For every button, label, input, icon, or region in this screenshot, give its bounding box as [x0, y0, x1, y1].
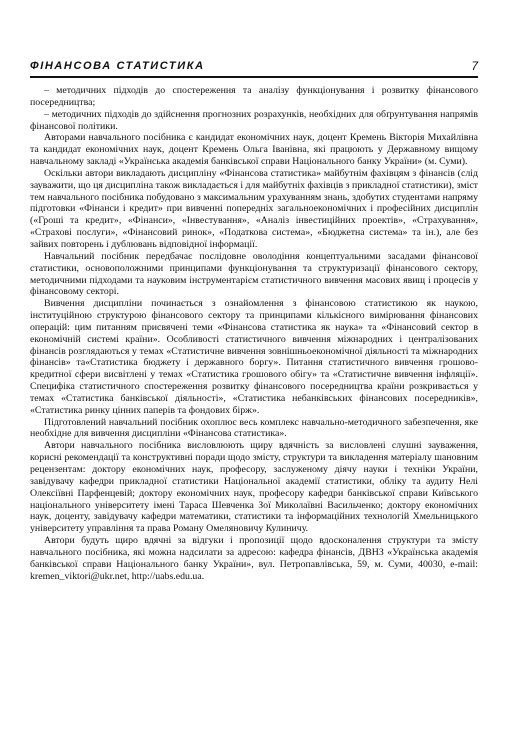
body-text: [30, 85, 478, 582]
paragraph-course-context: Оскільки автори викладають дисципліну «Фінансова статистика» майбутнім фахівцям з фінансів (слід зауважити, що ця дисципліна також викладається і для майбутніх фахівців з прикладної статистики), зміст тем навчального посібника побудовано з максимальним урахуванням знань, здобутих студентами напряму підготовки «Фінанси і кредит» при вивченні попередніх загальноекономічних і професійних дисциплін («Гроші та кредит», «Фінанси», «Інвестування», «Аналіз інвестиційних проектів», «Страхування», «Страхові послуги», «Фінансовий ринок», «Податкова система», «Бюджетна система» та ін.), але без зайвих повторень і дублювань відповідної інформації.: [30, 167, 478, 250]
running-header-title: ФІНАНСОВА СТАТИСТИКА: [30, 60, 205, 72]
paragraph-contact: Автори будуть щиро вдячні за відгуки і пропозиції щодо вдосконалення структури та змісту навчального посібника, які можна надсилати за адресою: кафедра фінансів, ДВНЗ «Українська академія банківської справи Національного банку України», вул. Петропавлівська, 59, м. Суми, 40030, e-mail: kremen_viktori@ukr.net, http://uabs.edu.ua.: [30, 535, 478, 582]
paragraph-course-topics: Вивчення дисципліни починається з ознайомлення з фінансовою статистикою як наукою, інституційною структурою фінансового сектору та принципами кількісного вимірювання фінансових операцій: цим питанням присвячені теми «Фінансова статистика як наука» та «Фінансовий сектор в економічній системі країни». Особливості статистичного вивчення міжнародних і централізованих фінансів розглядаються у темах «Статистичне вивчення зовнішньоекономічної діяльності та міжнародних фінансів» та«Статистика бюджету і державного боргу». Питання статистичного вивчення грошово-кредитної сфери висвітлені у темах «Статистика грошового обігу» та «Статистичне вивчення інфляції». Специфіка статистичного спостереження розвитку фінансового посередництва країни розкривається у темах «Статистика банківської діяльності», «Статистика небанківських фінансових посередників», «Статистика ринку цінних паперів та фондових бірж».: [30, 298, 478, 416]
paragraph-coverage: Підготовлений навчальний посібник охоплює весь комплекс навчально-методичного забезпечення, яке необхідне для вивчення дисципліни «Фінансова статистика».: [30, 416, 478, 440]
paragraph-authors: Авторами навчального посібника є кандидат економічних наук, доцент Кремень Вікторія Михайлівна та кандидат економічних наук, доцент Кремень Ольга Іванівна, які працюють у Державному вищому навчальному закладі «Українська академія банківської справи Національного банку України» (м. Суми).: [30, 132, 478, 168]
paragraph-bullet-forecasting: – методичних підходів до здійснення прогнозних розрахунків, необхідних для обґрунтування напрямів фінансової політики.: [30, 108, 478, 132]
running-header: [30, 58, 478, 78]
page-number: 7: [471, 59, 478, 73]
paragraph-course-goals: Навчальний посібник передбачає послідовне оволодіння концептуальними засадами фінансової статистики, основоположними принципами функціонування та структуризації фінансового сектору, методичними підходами та науковим інструментарієм статистичного вивчення масових явищ і процесів у фінансовому секторі.: [30, 250, 478, 298]
paragraph-acknowledgements: Автори навчального посібника висловлюють щиру вдячність за висловлені слушні зауваження, корисні рекомендації та конструктивні поради щодо змісту, структури та викладення матеріалу шановним рецензентам: доктору економічних наук, професору, заслуженому діячу науки і техніки України, завідувачу кафедри прикладної статистики Національної академії статистики, обліку та аудиту Нелі Олексіївні Парфенцевій; доктору економічних наук, професору кафедри банківської справи Київського національного університету імені Тараса Шевченка Зої Миколаївні Васильченко; доктору економічних наук, доценту, завідувачу кафедри математики, статистики та інформаційних технологій Хмельницького університету управління та права Роману Омеляновичу Кулиничу.: [30, 440, 478, 535]
paragraph-bullet-observation: – методичних підходів до спостереження та аналізу функціонування і розвитку фінансового посередництва;: [30, 85, 478, 108]
